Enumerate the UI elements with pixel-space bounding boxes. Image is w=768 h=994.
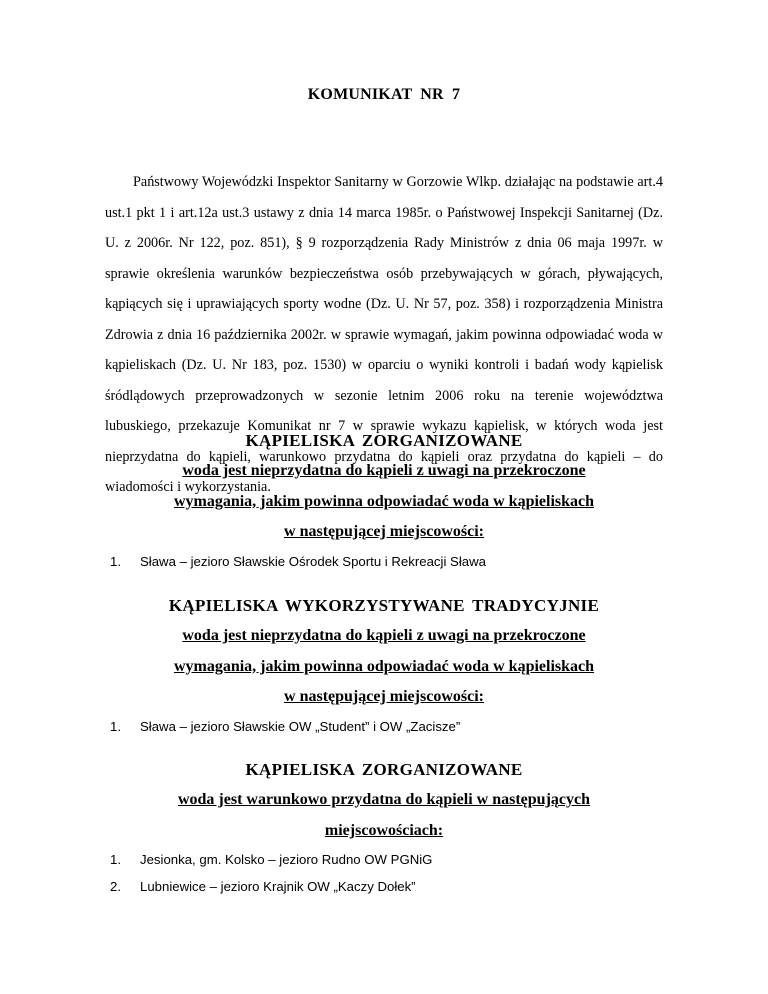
list-item <box>0 873 768 900</box>
section-traditional-unfit <box>0 591 768 740</box>
location-list <box>0 846 768 900</box>
section-heading: KĄPIELISKA ZORGANIZOWANE <box>245 760 523 779</box>
list-item-number: 1. <box>110 553 121 569</box>
list-item-number: 1. <box>110 718 121 734</box>
list-item-text: Jesionka, gm. Kolsko – jezioro Rudno OW PGNiG <box>140 852 433 867</box>
section-subheading-line: woda jest nieprzydatna do kąpieli z uwagi na przekroczone <box>182 462 586 479</box>
section-heading: KĄPIELISKA WYKORZYSTYWANE TRADYCYJNIE <box>168 596 600 615</box>
list-item-text: Sława – jezioro Sławskie OW „Student” i OW „Zacisze” <box>140 718 461 734</box>
section-subheading-line: wymagania, jakim powinna odpowiadać woda w kąpieliskach <box>173 492 595 510</box>
list-item-text: Sława – jezioro Sławskie Ośrodek Sportu i Rekreacji Sława <box>140 553 486 569</box>
section-subheading-line: miejscowościach: <box>324 821 444 839</box>
section-subheading-line: w następującej miejscowości: <box>284 688 484 705</box>
section-organized-conditional <box>0 755 768 900</box>
list-item <box>0 846 768 873</box>
list-item <box>0 548 768 575</box>
location-list <box>0 548 768 575</box>
section-organized-unfit <box>0 426 768 575</box>
list-item-number: 2. <box>110 879 121 894</box>
section-subheading-line: w następującej miejscowości: <box>284 523 484 540</box>
section-subheading-line: woda jest nieprzydatna do kąpieli z uwagi na przekroczone <box>182 627 586 644</box>
section-subheading-line: woda jest warunkowo przydatna do kąpieli w następujących <box>177 791 591 808</box>
section-subheading-line: wymagania, jakim powinna odpowiadać woda w kąpieliskach <box>173 657 595 675</box>
document-title: KOMUNIKAT NR 7 <box>307 86 461 103</box>
list-item-number: 1. <box>110 852 121 867</box>
intro-paragraph: Państwowy Wojewódzki Inspektor Sanitarny w Gorzowie Wlkp. działając na podstawie art.4 ust.1 pkt 1 i art.12a ust.3 ustawy z dnia 14 marca 1985r. o Państwowej Inspekcji Sanitarnej (Dz. U. z 2006r. Nr 122, poz. 851), § 9 rozporządzenia Rady Ministrów z dnia 06 maja 1997r. w sprawie określenia warunków bezpieczeństwa osób przebywających w górach, pływających, kąpiących się i uprawiających sporty wodne (Dz. U. Nr 57, poz. 358) i rozporządzenia Ministra Zdrowia z dnia 16 października 2002r. w sprawie wymagań, jakim powinna odpowiadać woda w kąpieliskach (Dz. U. Nr 183, poz. 1530) w oparciu o wyniki kontroli i badań wody kąpielisk śródlądowych przeprowadzonych w sezonie letnim 2006 roku na terenie województwa lubuskiego, przekazuje Komunikat nr 7 w sprawie wykazu kąpielisk, w których woda jest nieprzydatna do kąpieli, warunkowo przydatna do kąpieli oraz przydatna do kąpieli – do wiadomości i wykorzystania. <box>105 174 663 495</box>
section-heading: KĄPIELISKA ZORGANIZOWANE <box>245 431 523 450</box>
list-item-text: Lubniewice – jezioro Krajnik OW „Kaczy Dołek” <box>140 879 416 894</box>
location-list <box>0 713 768 740</box>
list-item <box>0 713 768 740</box>
